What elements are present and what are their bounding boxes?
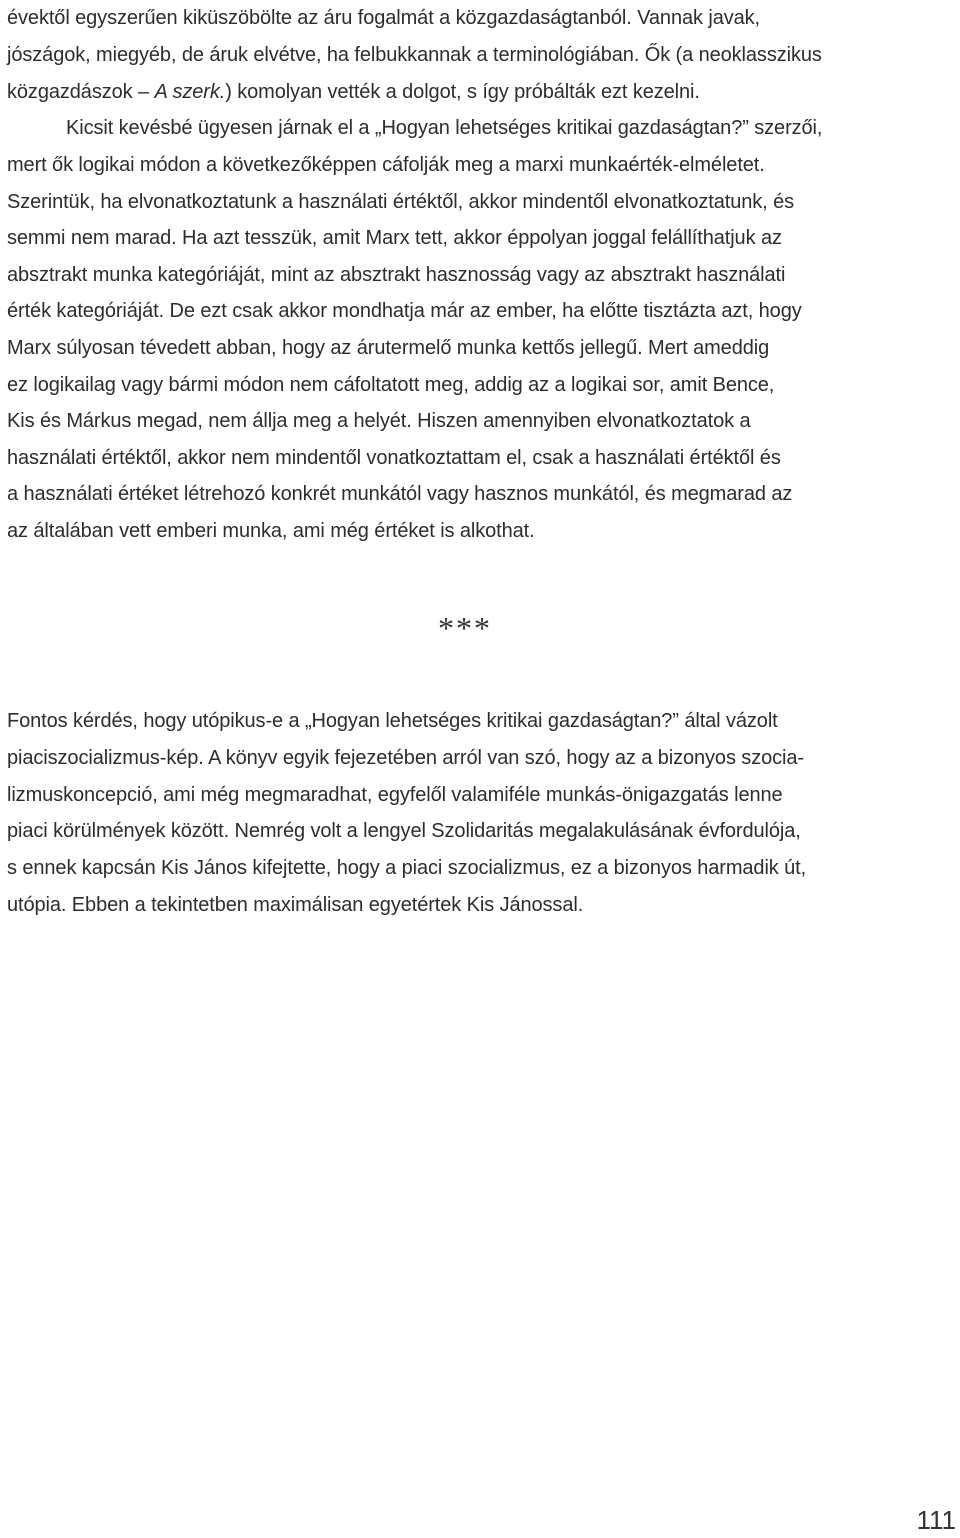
section-separator: ***: [438, 610, 492, 646]
text-line: lizmuskoncepció, ami még megmaradhat, egyfelől valamiféle munkás-önigazgatás lenne: [7, 784, 783, 806]
text-line: semmi nem marad. Ha azt tesszük, amit Marx tett, akkor éppolyan joggal felállíthatjuk az: [7, 227, 782, 249]
text-segment: ) komolyan vették a dolgot, s így próbálták ezt kezelni.: [225, 81, 700, 103]
text-line: mert ők logikai módon a következőképpen cáfolják meg a marxi munkaérték-elméletet.: [7, 154, 765, 176]
text-line: használati értéktől, akkor nem mindentől vonatkoztattam el, csak a használati értéktől és: [7, 447, 781, 469]
text-line: ez logikailag vagy bármi módon nem cáfoltatott meg, addig az a logikai sor, amit Bence,: [7, 374, 775, 396]
text-line: s ennek kapcsán Kis János kifejtette, hogy a piaci szocializmus, ez a bizonyos harmadik út,: [7, 857, 807, 879]
text-line: az általában vett emberi munka, ami még értéket is alkothat.: [7, 520, 535, 542]
text-line: jószágok, miegyéb, de áruk elvétve, ha felbukkannak a terminológiában. Ők (a neoklasszikus: [7, 44, 822, 66]
text-line: Fontos kérdés, hogy utópikus-e a „Hogyan lehetséges kritikai gazdaságtan?” által vázolt: [7, 710, 778, 732]
text-line: a használati értéket létrehozó konkrét munkától vagy hasznos munkától, és megmarad az: [7, 483, 793, 505]
editor-note: A szerk.: [154, 81, 226, 103]
page-number: 111: [916, 1505, 956, 1535]
text-line: Szerintük, ha elvonatkoztatunk a használati értéktől, akkor mindentől elvonatkoztatunk, és: [7, 191, 795, 213]
text-line: utópia. Ebben a tekintetben maximálisan egyetértek Kis Jánossal.: [7, 894, 584, 916]
text-line: Kicsit kevésbé ügyesen járnak el a „Hogyan lehetséges kritikai gazdaságtan?” szerzői,: [66, 117, 823, 139]
text-line: Marx súlyosan tévedett abban, hogy az árutermelő munka kettős jellegű. Mert ameddig: [7, 337, 770, 359]
text-line: piaciszocializmus-kép. A könyv egyik fejezetében arról van szó, hogy az a bizonyos szocia-: [7, 747, 804, 769]
text-segment: közgazdászok –: [7, 81, 155, 103]
text-line: érték kategóriáját. De ezt csak akkor mondhatja már az ember, ha előtte tisztázta azt, hogy: [7, 300, 802, 322]
text-line: [7, 80, 700, 104]
text-line: évektől egyszerűen kiküszöbölte az áru fogalmát a közgazdaságtanból. Vannak javak,: [7, 7, 761, 29]
text-line: absztrakt munka kategóriáját, mint az absztrakt hasznosság vagy az absztrakt használati: [7, 264, 786, 286]
text-line: piaci körülmények között. Nemrég volt a lengyel Szolidaritás megalakulásának évfordulója,: [7, 820, 801, 842]
text-line: Kis és Márkus megad, nem állja meg a helyét. Hiszen amennyiben elvonatkoztatok a: [7, 410, 751, 432]
